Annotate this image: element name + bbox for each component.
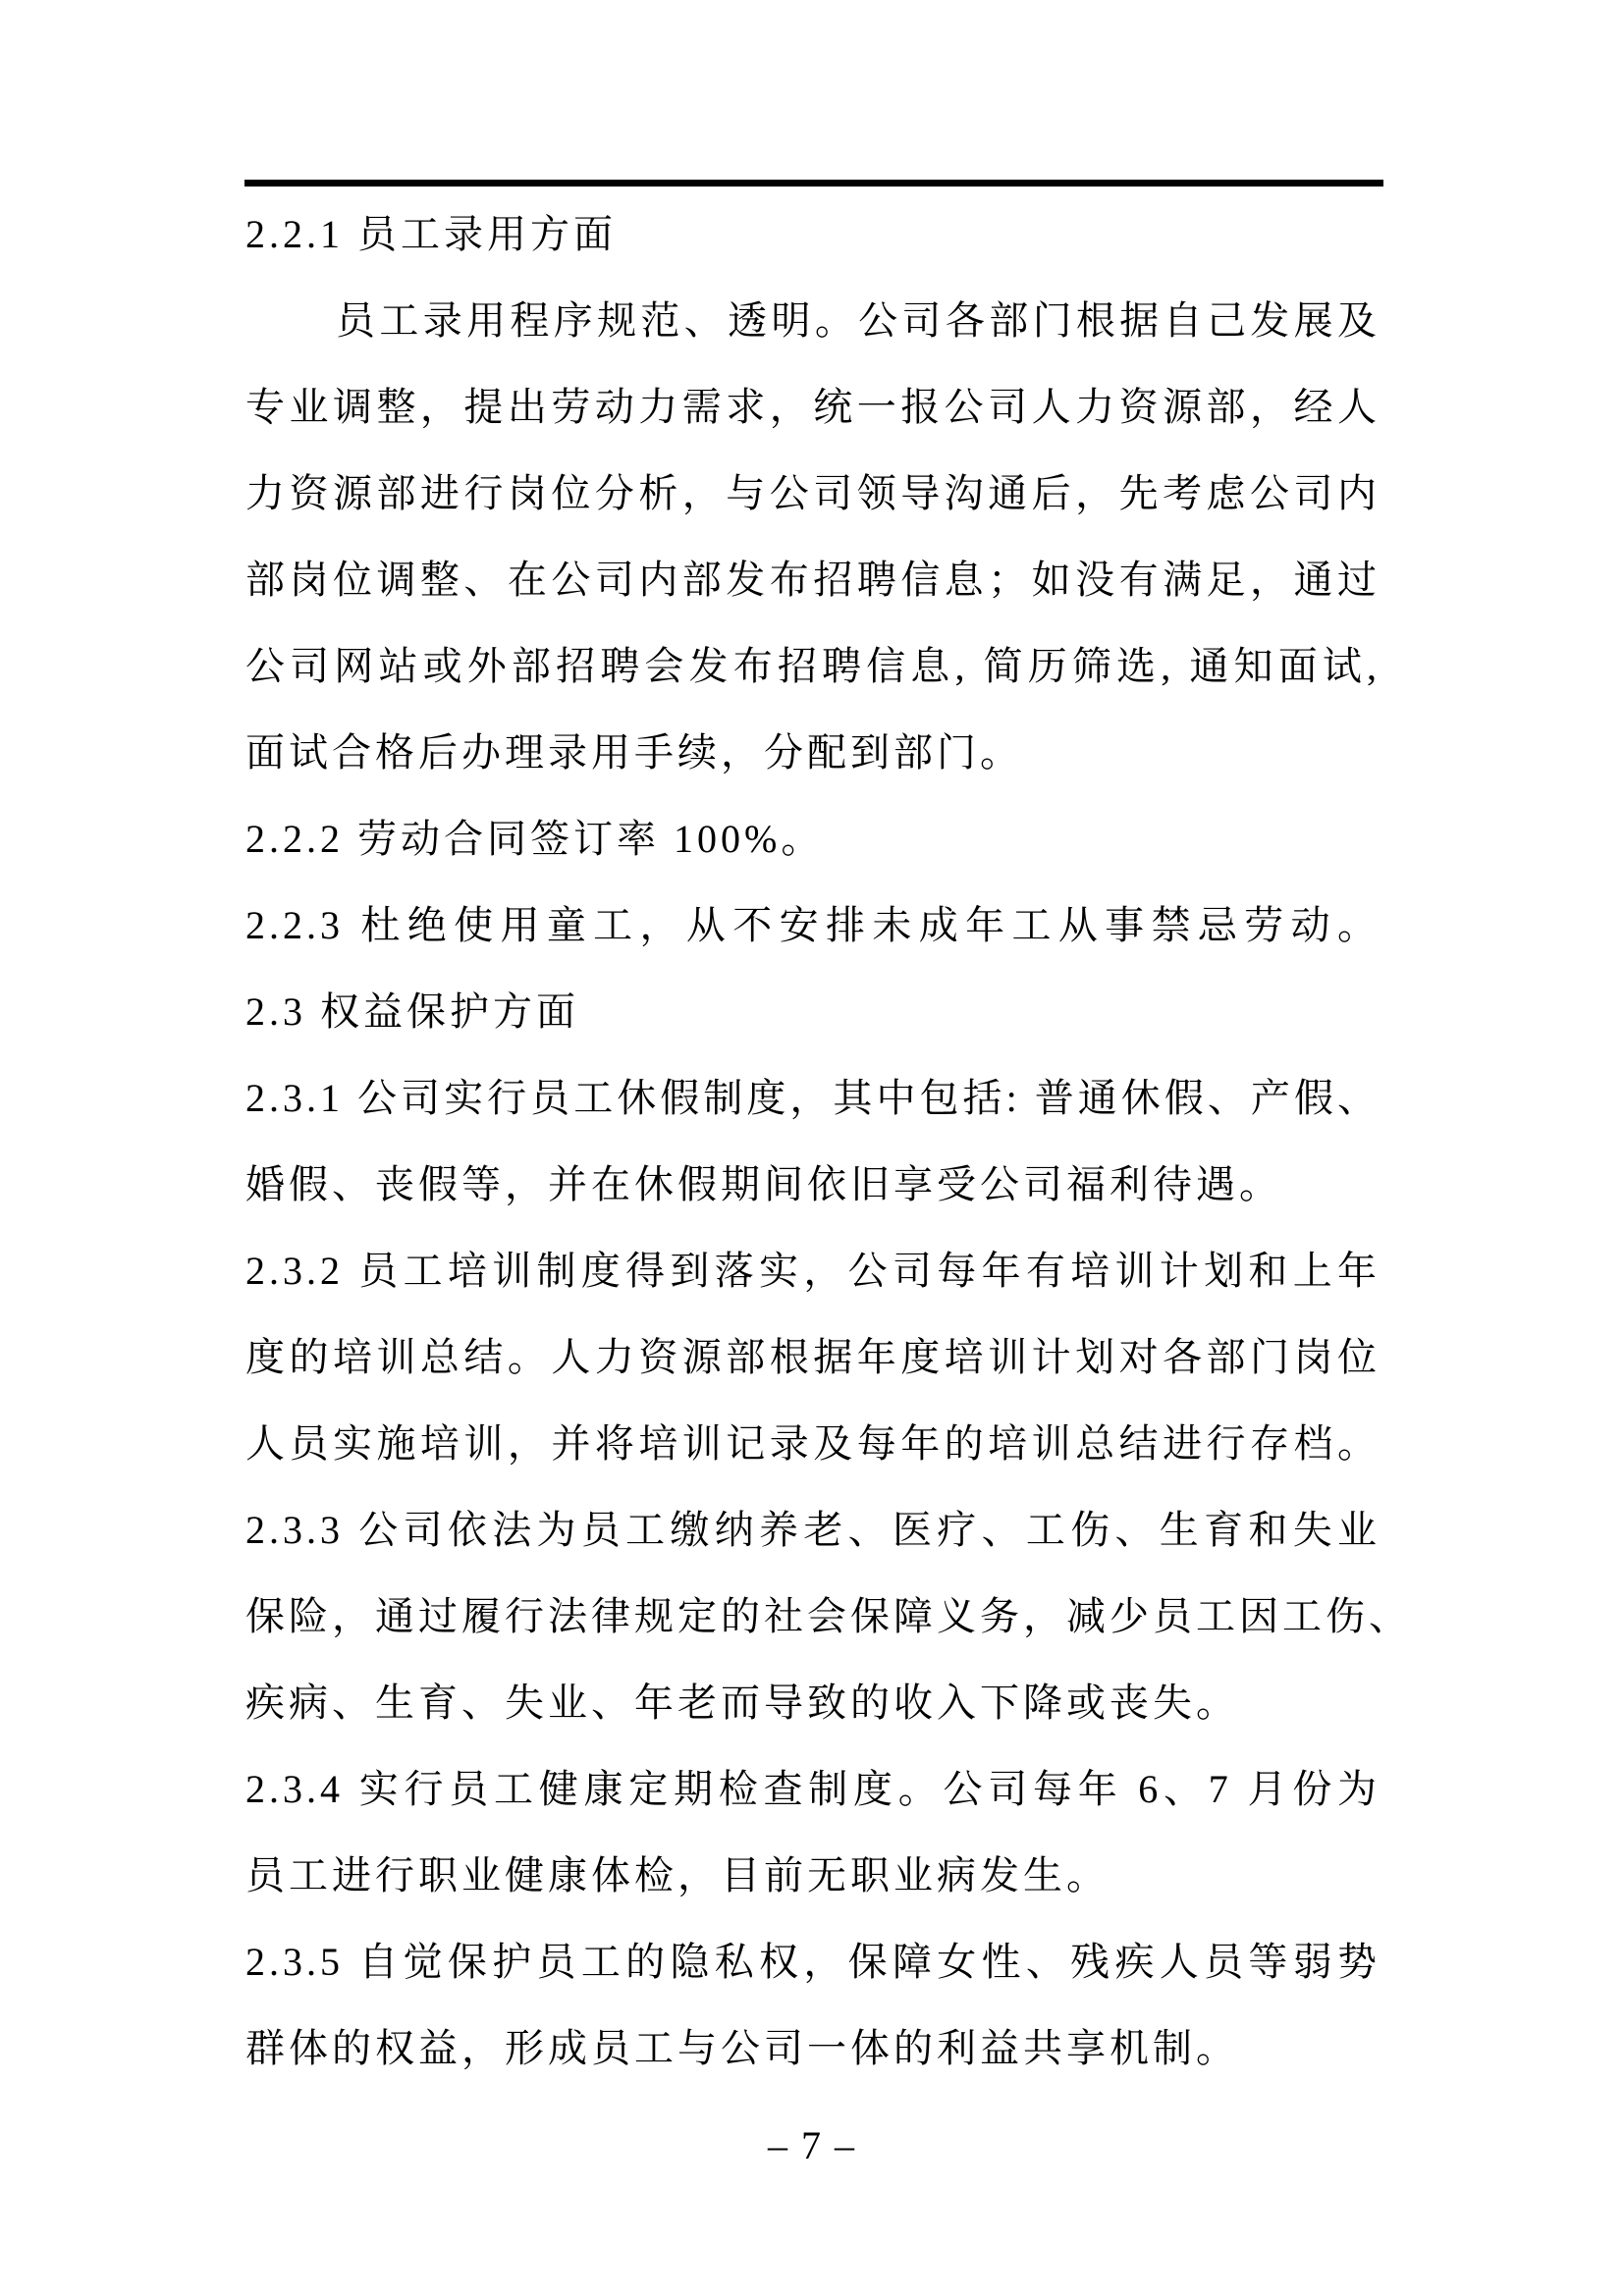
text-line: 2.3.3 公司依法为员工缴纳养老、医疗、工伤、生育和失业 [245, 1508, 1380, 1552]
text-line: 度的培训总结。人力资源部根据年度培训计划对各部门岗位 [245, 1335, 1380, 1379]
text-line: 力资源部进行岗位分析，与公司领导沟通后，先考虑公司内 [245, 471, 1380, 515]
text-line: 专业调整，提出劳动力需求，统一报公司人力资源部，经人 [245, 385, 1380, 429]
text-line: 2.2.3 杜绝使用童工，从不安排未成年工从事禁忌劳动。 [245, 903, 1380, 947]
text-line: 2.3.1 公司实行员工休假制度，其中包括: 普通休假、产假、 [245, 1076, 1380, 1120]
text-line: 群体的权益，形成员工与公司一体的利益共享机制。 [245, 2026, 1239, 2070]
text-line: 疾病、生育、失业、年老而导致的收入下降或丧失。 [245, 1681, 1239, 1725]
text-line: 2.2.1 员工录用方面 [245, 212, 617, 256]
header-separator-line [244, 180, 1383, 187]
text-line: 2.3.4 实行员工健康定期检查制度。公司每年 6、7 月份为 [245, 1767, 1380, 1811]
text-line: 2.3.2 员工培训制度得到落实，公司每年有培训计划和上年 [245, 1249, 1380, 1293]
text-line: 婚假、丧假等，并在休假期间依旧享受公司福利待遇。 [245, 1162, 1282, 1206]
text-line: 2.3 权益保护方面 [245, 989, 579, 1034]
text-line: 面试合格后办理录用手续，分配到部门。 [245, 730, 1023, 774]
text-line: 2.3.5 自觉保护员工的隐私权，保障女性、残疾人员等弱势 [245, 1940, 1380, 1984]
text-line: 员工录用程序规范、透明。公司各部门根据自己发展及 [336, 298, 1380, 343]
text-line: 公司网站或外部招聘会发布招聘信息, 简历筛选, 通知面试, [245, 644, 1380, 688]
page-number: – 7 – [768, 2123, 856, 2167]
text-line: 员工进行职业健康体检，目前无职业病发生。 [245, 1853, 1110, 1897]
document-body [245, 191, 1412, 2092]
text-line: 部岗位调整、在公司内部发布招聘信息；如没有满足，通过 [245, 558, 1380, 602]
text-line: 人员实施培训，并将培训记录及每年的培训总结进行存档。 [245, 1421, 1380, 1466]
text-line: 2.2.2 劳动合同签订率 100%。 [245, 817, 825, 861]
text-line: 保险，通过履行法律规定的社会保障义务，减少员工因工伤、 [245, 1594, 1412, 1638]
